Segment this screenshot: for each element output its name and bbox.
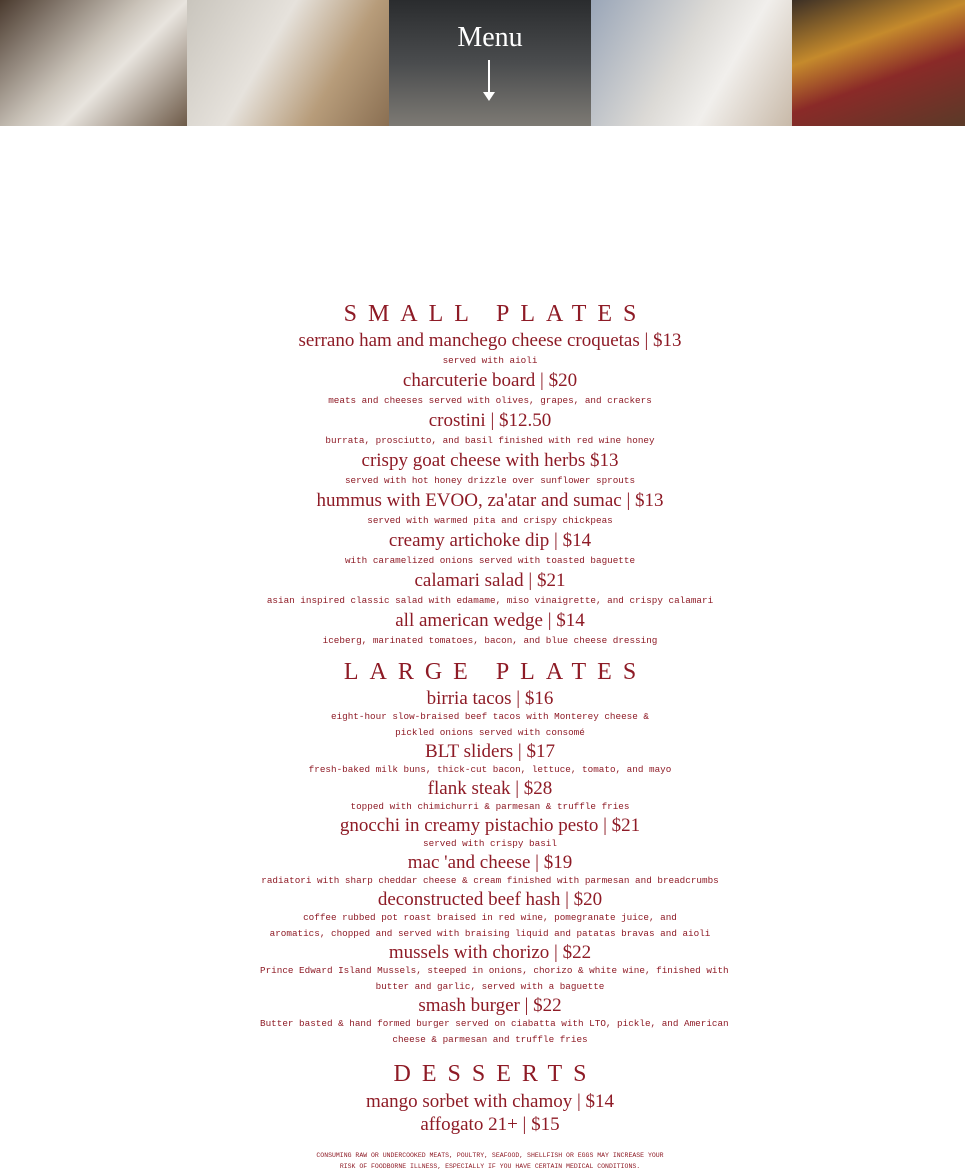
menu-item-description: eight-hour slow-braised beef tacos with Monterey cheese & — [330, 711, 649, 722]
menu-item — [260, 570, 720, 610]
menu-item-description: iceberg, marinated tomatoes, bacon, and blue cheese dressing — [322, 635, 658, 646]
menu-item-name: BLT sliders | $17 — [425, 741, 555, 762]
menu-item — [260, 410, 720, 450]
menu-item-description: asian inspired classic salad with edamame, miso vinaigrette, and crispy calamari — [266, 595, 714, 606]
menu-item-name: gnocchi in creamy pistachio pesto | $21 — [339, 815, 641, 836]
desserts-list — [260, 1090, 720, 1136]
menu-item-description: fresh-baked milk buns, thick-cut bacon, lettuce, tomato, and mayo — [308, 764, 672, 775]
menu-item-name: creamy artichoke dip | $14 — [388, 530, 592, 551]
menu-item-description: served with crispy basil — [423, 838, 557, 849]
menu-heading[interactable]: Menu — [457, 22, 523, 53]
menu-item-name: serrano ham and manchego cheese croquetas | $13 — [298, 330, 682, 351]
menu-item-description: topped with chimichurri & parmesan & truffle fries — [350, 801, 630, 812]
section-title-large-plates: LARGE PLATES — [343, 659, 648, 685]
menu-item — [260, 815, 720, 852]
warning-line: CONSUMING RAW OR UNDERCOOKED MEATS, POULTRY, SEAFOOD, SHELLFISH OR EGGS MAY INCREASE YOUR — [316, 1152, 664, 1159]
menu-item-description: served with warmed pita and crispy chickpeas — [367, 515, 613, 526]
photo-restaurant-interior — [389, 0, 591, 126]
photo-crepe-plate — [591, 0, 792, 126]
menu-item-description: Butter basted & hand formed burger served on ciabatta with LTO, pickle, and American — [260, 1018, 729, 1029]
menu-item — [260, 1113, 720, 1136]
photo-coffee-plate — [0, 0, 187, 126]
warning-line: RISK OF FOODBORNE ILLNESS, ESPECIALLY IF YOU HAVE CERTAIN MEDICAL CONDITIONS. — [339, 1163, 641, 1170]
menu-item-description: with caramelized onions served with toasted baguette — [344, 555, 636, 566]
arrow-down-icon-head — [483, 92, 495, 101]
menu-item-name: birria tacos | $16 — [426, 688, 554, 709]
menu-item-name: flank steak | $28 — [427, 778, 553, 799]
menu-item — [260, 942, 729, 995]
menu-item-name: mac 'and cheese | $19 — [407, 852, 573, 873]
menu-item — [260, 688, 720, 741]
menu-item-name: crostini | $12.50 — [428, 410, 552, 431]
menu-item-description: cheese & parmesan and truffle fries — [392, 1034, 588, 1045]
menu-item — [260, 330, 720, 370]
section-title-small-plates: SMALL PLATES — [343, 301, 648, 327]
photo-strip — [0, 0, 965, 126]
food-safety-warning — [260, 1150, 720, 1172]
menu-item-name: mango sorbet with chamoy | $14 — [365, 1091, 615, 1112]
large-plates-list — [260, 688, 729, 1048]
menu-item-name: crispy goat cheese with herbs $13 — [361, 450, 619, 471]
menu-item-description: coffee rubbed pot roast braised in red wine, pomegranate juice, and — [303, 912, 677, 923]
menu-item — [260, 741, 720, 778]
menu-item-name: affogato 21+ | $15 — [420, 1114, 560, 1135]
menu-item-name: charcuterie board | $20 — [402, 370, 578, 391]
menu-item — [260, 490, 720, 530]
menu-item — [260, 995, 729, 1048]
menu-item-name: smash burger | $22 — [418, 995, 562, 1016]
photo-burger-plate — [187, 0, 389, 126]
menu-item-description: served with hot honey drizzle over sunflower sprouts — [344, 475, 636, 486]
menu-item — [260, 852, 720, 889]
menu-content — [260, 298, 729, 1172]
menu-item — [260, 778, 720, 815]
photo-drinks — [792, 0, 965, 126]
section-title-desserts: DESSERTS — [393, 1061, 598, 1087]
menu-item-description: meats and cheeses served with olives, grapes, and crackers — [328, 395, 652, 406]
menu-item-name: calamari salad | $21 — [414, 570, 566, 591]
menu-item — [260, 530, 720, 570]
menu-item-name: all american wedge | $14 — [395, 610, 585, 631]
menu-item-description: pickled onions served with consomé — [395, 727, 585, 738]
menu-item-name: hummus with EVOO, za'atar and sumac | $13 — [316, 490, 664, 511]
menu-item — [260, 889, 720, 942]
menu-item-description: butter and garlic, served with a baguette — [375, 981, 605, 992]
small-plates-list — [260, 330, 720, 650]
menu-item-description: burrata, prosciutto, and basil finished with red wine honey — [325, 435, 655, 446]
menu-item-name: mussels with chorizo | $22 — [388, 942, 592, 963]
menu-item — [260, 370, 720, 410]
menu-item-name: deconstructed beef hash | $20 — [377, 889, 603, 910]
menu-item-description: aromatics, chopped and served with braising liquid and patatas bravas and aioli — [269, 928, 711, 939]
menu-item-description: served with aioli — [442, 355, 538, 366]
menu-item — [260, 450, 720, 490]
menu-item — [260, 1090, 720, 1113]
menu-item — [260, 610, 720, 650]
arrow-down-icon — [488, 60, 490, 94]
menu-item-description: Prince Edward Island Mussels, steeped in onions, chorizo & white wine, finished with — [260, 965, 729, 976]
menu-item-description: radiatori with sharp cheddar cheese & cream finished with parmesan and breadcrumbs — [261, 875, 719, 886]
